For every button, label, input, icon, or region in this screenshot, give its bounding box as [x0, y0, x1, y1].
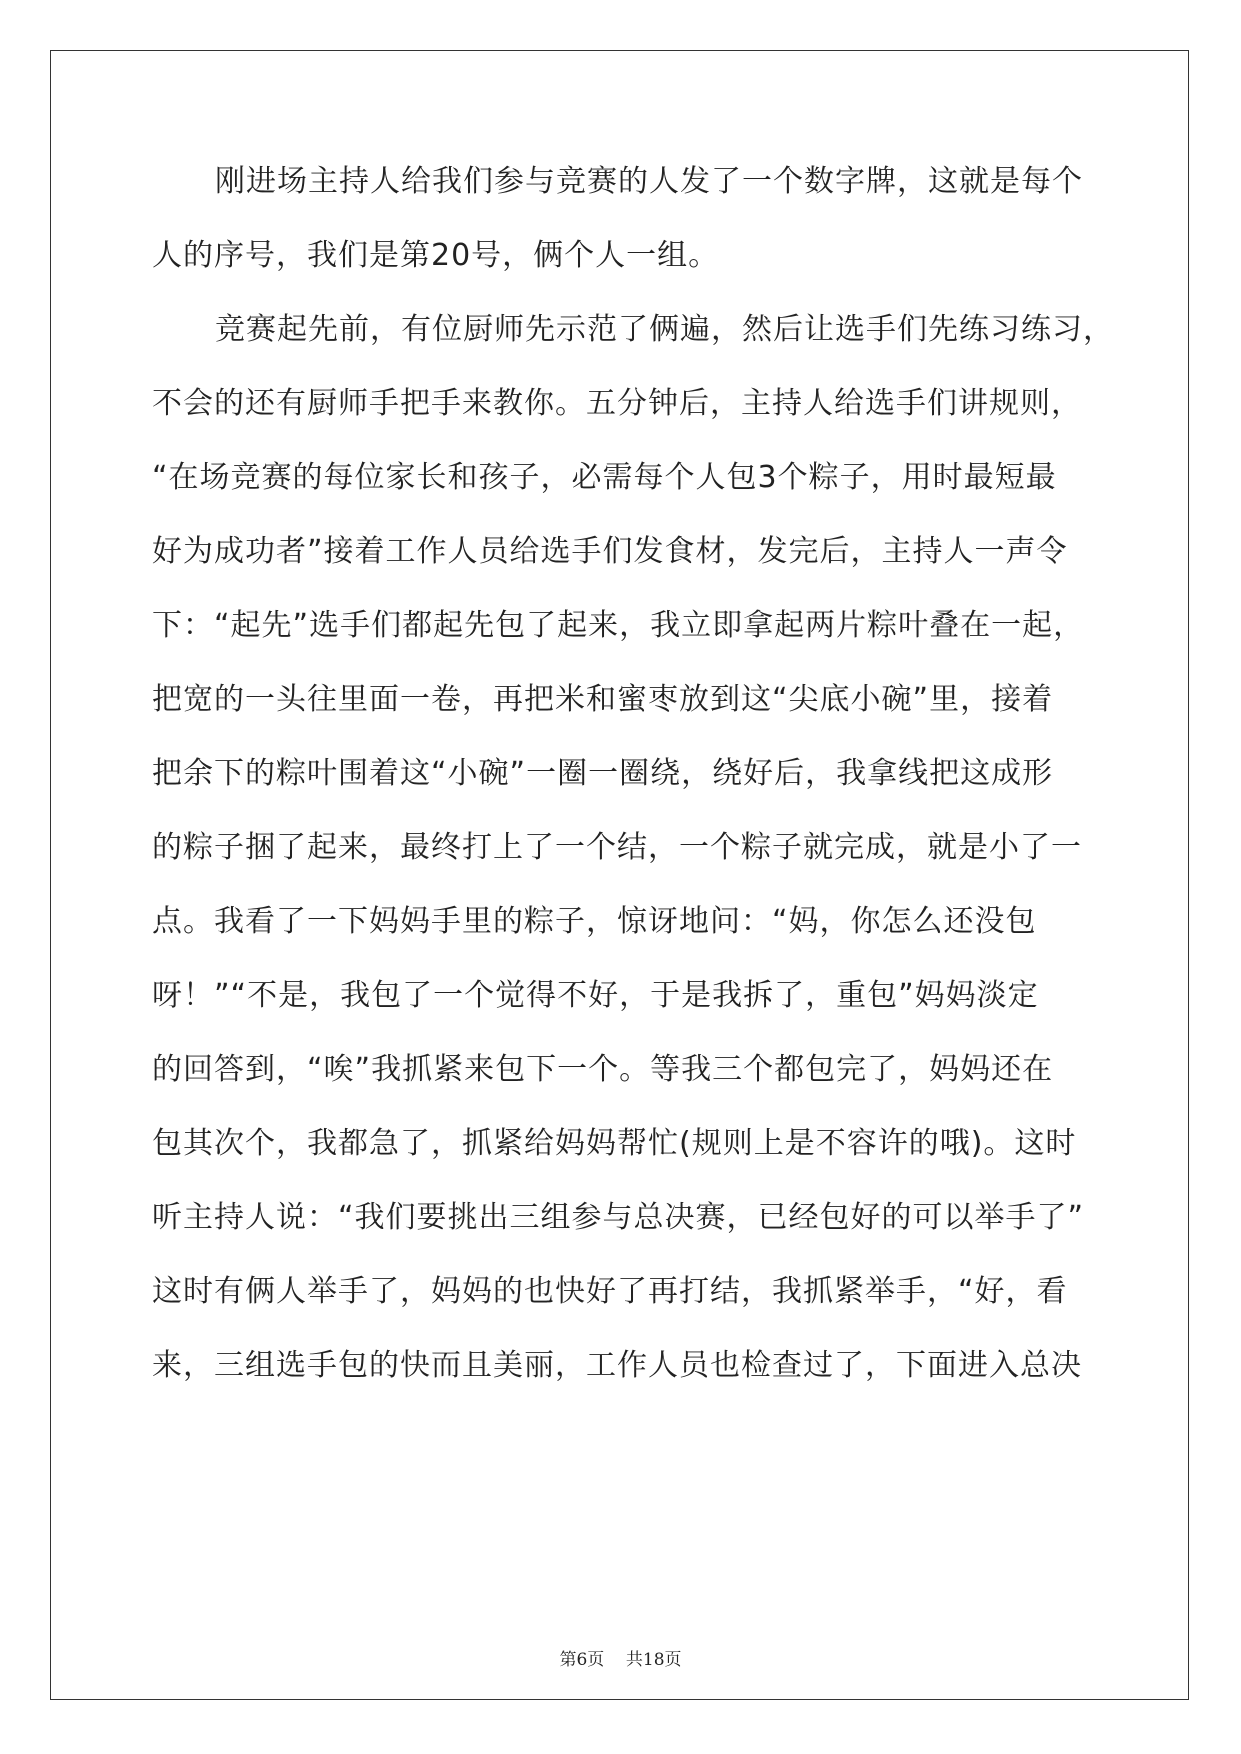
- text-line: 听主持人说：“我们要挑出三组参与总决赛，已经包好的可以举手了”: [152, 1200, 1085, 1235]
- text-line: 点。我看了一下妈妈手里的粽子，惊讶地问：“妈，你怎么还没包: [152, 904, 1037, 939]
- text-line: 的粽子捆了起来，最终打上了一个结，一个粽子就完成，就是小了一: [152, 830, 1082, 865]
- text-line: 的回答到，“唉”我抓紧来包下一个。等我三个都包完了，妈妈还在: [152, 1052, 1054, 1087]
- text-line: 好为成功者”接着工作人员给选手们发食材，发完后，主持人一声令: [152, 534, 1068, 569]
- text-line: 人的序号，我们是第20号，俩个人一组。: [152, 238, 720, 273]
- text-line: 竞赛起先前，有位厨师先示范了俩遍，然后让选手们先练习练习，: [215, 312, 1114, 347]
- text-line: 不会的还有厨师手把手来教你。五分钟后，主持人给选手们讲规则，: [152, 386, 1082, 421]
- text-line: 刚进场主持人给我们参与竞赛的人发了一个数字牌，这就是每个: [215, 164, 1083, 199]
- text-line: 把余下的粽叶围着这“小碗”一圈一圈绕，绕好后，我拿线把这成形: [152, 756, 1054, 791]
- text-line: 来，三组选手包的快而且美丽，工作人员也检查过了，下面进入总决: [152, 1348, 1082, 1383]
- text-line: “在场竞赛的每位家长和孩子，必需每个人包3个粽子，用时最短最: [152, 460, 1057, 495]
- text-line: 把宽的一头往里面一卷，再把米和蜜枣放到这“尖底小碗”里，接着: [152, 682, 1054, 717]
- text-line: 下：“起先”选手们都起先包了起来，我立即拿起两片粽叶叠在一起，: [152, 608, 1085, 643]
- text-line: 呀！”“不是，我包了一个觉得不好，于是我拆了，重包”妈妈淡定: [152, 978, 1039, 1013]
- page-number-footer: 第6页 共18页: [559, 1650, 682, 1670]
- text-line: 包其次个，我都急了，抓紧给妈妈帮忙(规则上是不容许的哦)。这时: [152, 1126, 1077, 1161]
- page-border: [50, 50, 1189, 1700]
- text-line: 这时有俩人举手了，妈妈的也快好了再打结，我抓紧举手，“好，看: [152, 1274, 1068, 1309]
